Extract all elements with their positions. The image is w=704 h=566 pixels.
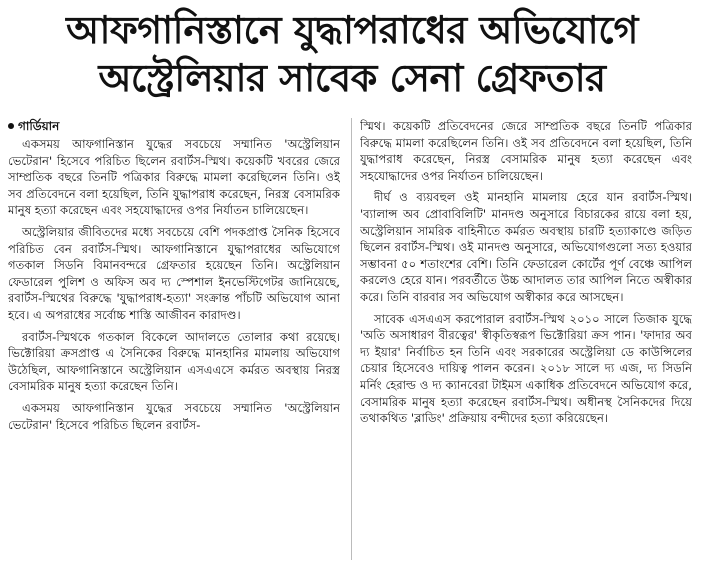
paragraph: স্মিথ। কয়েকটি প্রতিবেদনের জেরে সাম্প্রতিক বছরে তিনটি পত্রিকার বিরুদ্ধে মামলা করেছিলেন তিনি। ওই সব প্রতিবেদনে বলা হয়েছিল, তিনি যুদ্ধাপরাধ করেছেন, নিরস্ত্র বেসামরিক মানুষ হত্যা করেছেন এবং সহযোদ্ধাদের ওপর নির্যাতন চালিয়েছেন।	[360, 119, 692, 183]
article-body	[8, 118, 696, 560]
bullet-icon	[8, 123, 14, 129]
headline-line-1: আফগানিস্তানে যুদ্ধাপরাধের অভিযোগে	[66, 8, 638, 52]
headline	[0, 0, 704, 102]
byline	[8, 118, 340, 134]
column-divider	[351, 118, 352, 560]
headline-line-2: অস্ট্রেলিয়ার সাবেক সেনা গ্রেফতার	[98, 56, 606, 100]
left-column	[8, 118, 340, 560]
paragraph: সাবেক এসএএস করপোরাল রবার্টস-স্মিথ ২০১০ সালে তিজাক যুদ্ধে 'অতি অসাধারণ বীরত্বের' স্বীকৃতিস্বরূপ ভিক্টোরিয়া ক্রস পান। 'ফাদার অব দ্য ইয়ার' নির্বাচিত হন তিনি এবং সরকারের অস্ট্রেলিয়া ডে কাউন্সিলের চেয়ার হিসেবেও দায়িত্ব পালন করেন। ২০১৮ সালে দ্য এজ, দ্য সিডনি মর্নিং হেরাল্ড ও দ্য ক্যানবেরা টাইমস একাধিক প্রতিবেদনে অভিযোগ করে, বেসামরিক মানুষ হত্যা করেছেন রবার্টস-স্মিথ। অধীনস্থ সৈনিকদের দিয়ে তথাকথিত 'ব্লাডিং' প্রক্রিয়ায় বন্দীদের হত্যা করিয়েছেন।	[360, 311, 692, 426]
paragraph: রবার্টস-স্মিথকে গতকাল বিকেলে আদালতে তোলার কথা রয়েছে। ভিক্টোরিয়া ক্রসপ্রাপ্ত এ সৈনিকের বিরুদ্ধে মানহানির মামলায় অভিযোগ উঠেছিল, আফগানিস্তানে অস্ট্রেলিয়ান এসএএসে কর্মরত অবস্থায় নিরস্ত্র বেসামরিক মানুষ হত্যা করেছেন তিনি।	[8, 329, 340, 394]
byline-source: গার্ডিয়ান	[18, 119, 60, 133]
paragraph: অস্ট্রেলিয়ার জীবিতদের মধ্যে সবচেয়ে বেশি পদকপ্রাপ্ত সৈনিক হিসেবে পরিচিত বেন রবার্টস-স্মিথ। আফগানিস্তানে যুদ্ধাপরাধের অভিযোগে গতকাল সিডনি বিমানবন্দরে গ্রেফতার হয়েছেন তিনি। অস্ট্রেলিয়ান ফেডারেল পুলিশ ও অফিস অব দ্য স্পেশাল ইনভেস্টিগেটর জানিয়েছে, রবার্টস-স্মিথের বিরুদ্ধে 'যুদ্ধাপরাধ-হত্যা' সংক্রান্ত পাঁচটি অভিযোগ আনা হবে। এ অপরাধের সর্বোচ্চ শাস্তি আজীবন কারাদণ্ড।	[8, 224, 340, 322]
paragraph: একসময় আফগানিস্তান যুদ্ধের সবচেয়ে সম্মানিত 'অস্ট্রেলিয়ান ভেটেরান' হিসেবে পরিচিত ছিলেন রবার্টস-স্মিথ। কয়েকটি খবরের জেরে সাম্প্রতিক বছরে তিনটি পত্রিকার বিরুদ্ধে মামলা করেছিলেন তিনি। ওই সব প্রতিবেদনে বলা হয়েছিল, তিনি যুদ্ধাপরাধ করেছেন, নিরস্ত্র বেসামরিক মানুষ হত্যা করেছেন এবং সহযোদ্ধাদের ওপর নির্যাতন চালিয়েছেন।	[8, 137, 340, 218]
paragraph: একসময় আফগানিস্তান যুদ্ধের সবচেয়ে সম্মানিত 'অস্ট্রেলিয়ান ভেটেরান' হিসেবে পরিচিত ছিলেন রবার্টস-	[8, 400, 340, 432]
right-column	[360, 118, 692, 560]
paragraph: দীর্ঘ ও ব্যয়বহুল ওই মানহানি মামলায় হেরে যান রবার্টস-স্মিথ। 'ব্যালান্স অব প্রোবাবিলিটি' মানদণ্ড অনুসারে বিচারকের রায়ে বলা হয়, অস্ট্রেলিয়ান সামরিক বাহিনীতে কর্মরত অবস্থায় চারটি হত্যাকাণ্ডে জড়িত ছিলেন রবার্টস-স্মিথ। ওই মানদণ্ড অনুসারে, অভিযোগগুলো সত্য হওয়ার সম্ভাবনা ৫০ শতাংশের বেশি। তিনি ফেডারেল কোর্টের পূর্ণ বেঞ্চে আপিল করলেও হেরে যান। পরবর্তীতে উচ্চ আদালত তার আপিল নিতে অস্বীকার করে। তিনি বারবার সব অভিযোগ অস্বীকার করে আসছেন।	[360, 190, 692, 304]
